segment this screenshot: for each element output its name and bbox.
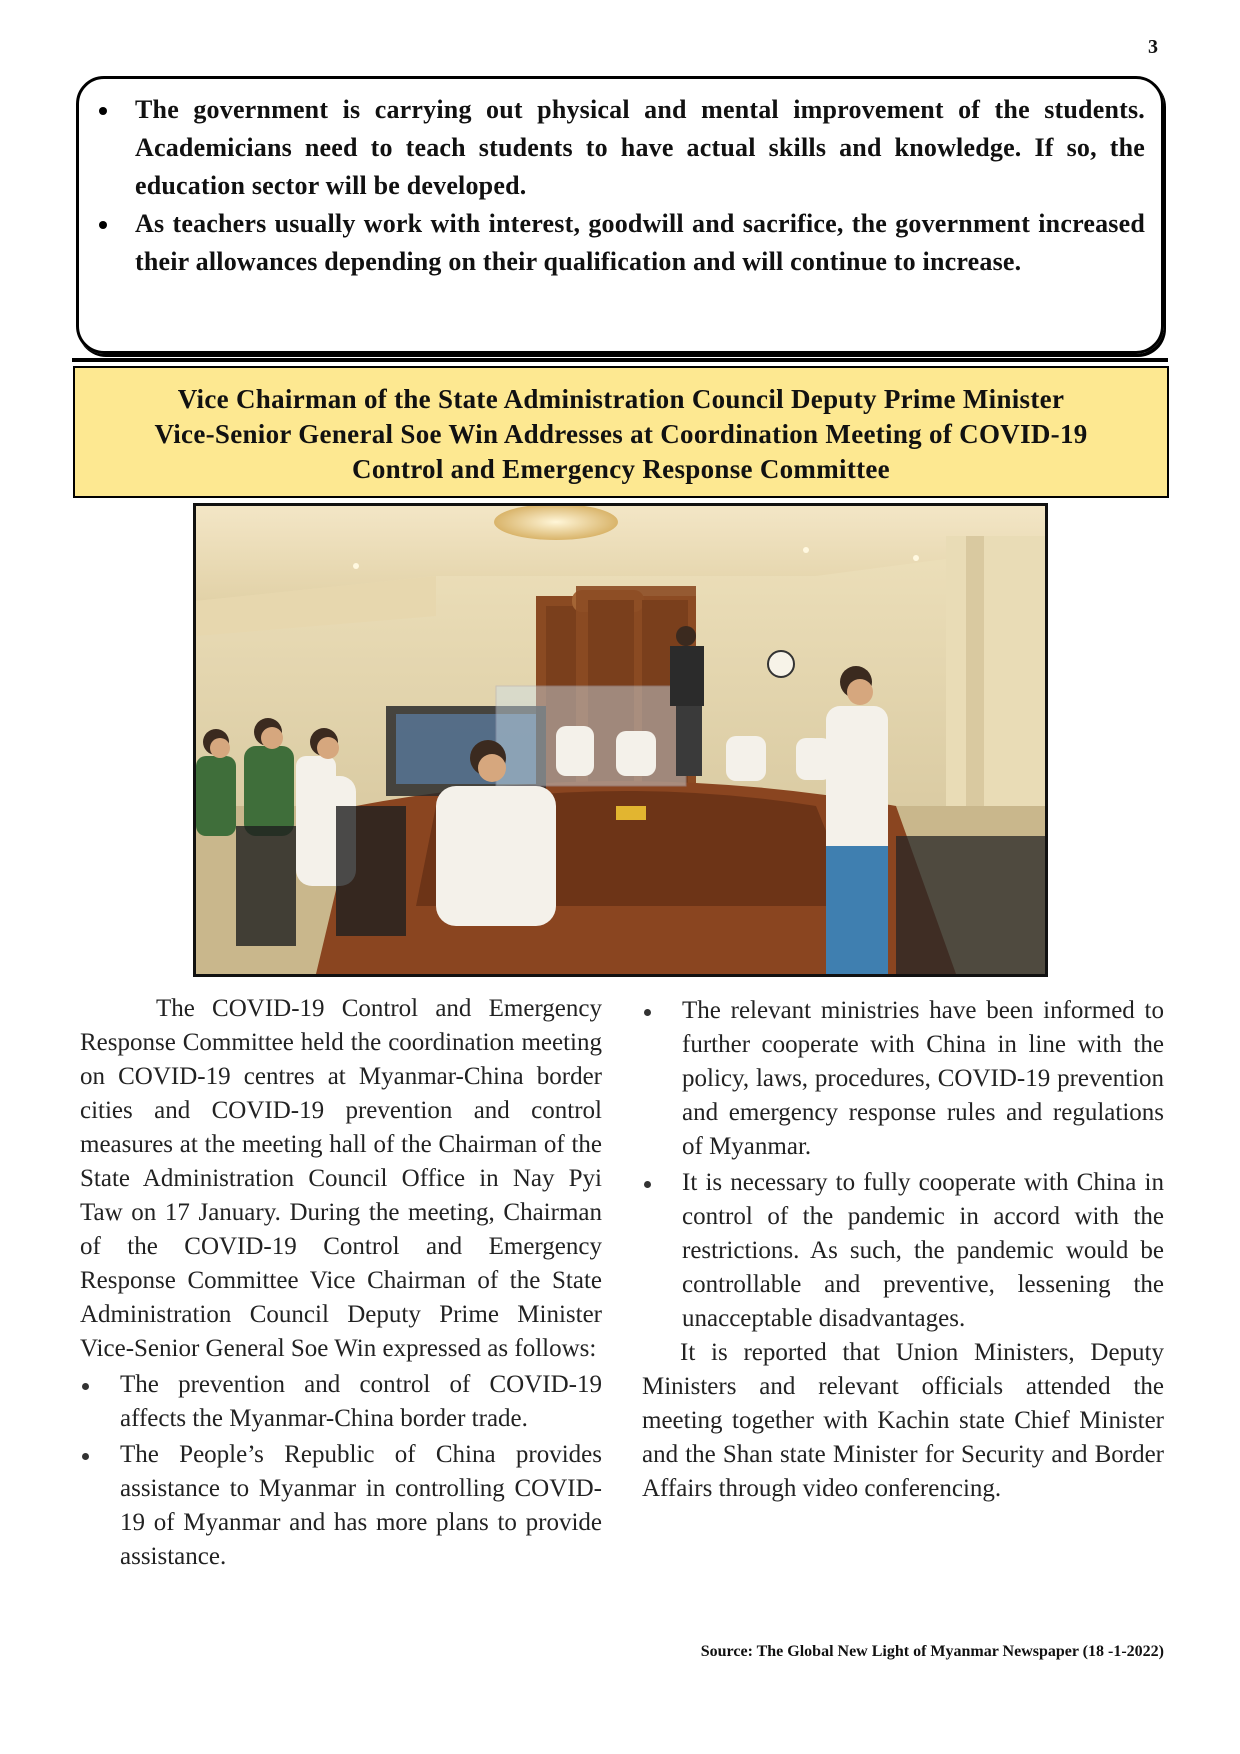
article-closing: It is reported that Union Ministers, Deputy Ministers and relevant officials attended the meeting together with Kachin state Chief Minister and the Shan state Minister for Security and Border Affairs through video conferencing. [642, 1339, 1164, 1502]
source-credit: Source: The Global New Light of Myanmar Newspaper (18 -1-2022) [700, 1643, 1164, 1660]
article-bullet-text: It is necessary to fully cooperate with China in control of the pandemic in accord with the restrictions. As such, the pandemic would be controllable and preventive, lessening the unacceptable disadvantages. [682, 1169, 1164, 1332]
summary-box [76, 76, 1164, 354]
article-intro: The COVID-19 Control and Emergency Response Committee held the coordination meeting on COVID-19 centres at Myanmar-China border cities and COVID-19 prevention and control measures at the meeting hall of the Chairman of the State Administration Council Office in Nay Pyi Taw on 17 January. During the meeting, Chairman of the COVID-19 Control and Emergency Response Committee Vice Chairman of the State Administration Council Deputy Prime Minister Vice-Senior General Soe Win expressed as follows: [80, 995, 602, 1362]
bullet-icon [99, 221, 107, 229]
summary-bullet [135, 91, 1145, 205]
headline-line: Vice-Senior General Soe Win Addresses at Coordination Meeting of COVID-19 [154, 419, 1088, 449]
bullet-icon [644, 1009, 651, 1016]
headline-line: Control and Emergency Response Committee [352, 454, 890, 484]
article-bullet [642, 994, 1164, 1164]
article-headline [73, 366, 1169, 498]
page-number: 3 [1148, 36, 1158, 58]
article-bullet [80, 1368, 602, 1436]
article-column-left [80, 992, 602, 1574]
article-bullet-text: The People’s Republic of China provides assistance to Myanmar in controlling COVID-19 of Myanmar and has more plans to provide assistance. [120, 1441, 602, 1570]
bullet-icon [644, 1181, 651, 1188]
section-divider [72, 358, 1168, 362]
meeting-photo [193, 503, 1048, 977]
summary-bullet [135, 205, 1145, 281]
article-bullet-text: The relevant ministries have been informed to further cooperate with China in line with the policy, laws, procedures, COVID-19 prevention and emergency response rules and regulations of Myanmar. [682, 997, 1164, 1160]
summary-bullet-text: As teachers usually work with interest, goodwill and sacrifice, the government increased their allowances depending on their qualification and will continue to increase. [135, 209, 1145, 276]
article-bullet [80, 1438, 602, 1574]
headline-line: Vice Chairman of the State Administration Council Deputy Prime Minister [177, 384, 1065, 414]
summary-bullet-text: The government is carrying out physical and mental improvement of the students. Academicians need to teach students to have actual skills and knowledge. If so, the education sector will be developed. [135, 95, 1145, 200]
article-bullet [642, 1166, 1164, 1336]
bullet-icon [82, 1453, 89, 1460]
bullet-icon [99, 107, 107, 115]
article-bullet-text: The prevention and control of COVID-19 affects the Myanmar-China border trade. [120, 1371, 602, 1432]
bullet-icon [82, 1383, 89, 1390]
article-column-right [642, 992, 1164, 1506]
